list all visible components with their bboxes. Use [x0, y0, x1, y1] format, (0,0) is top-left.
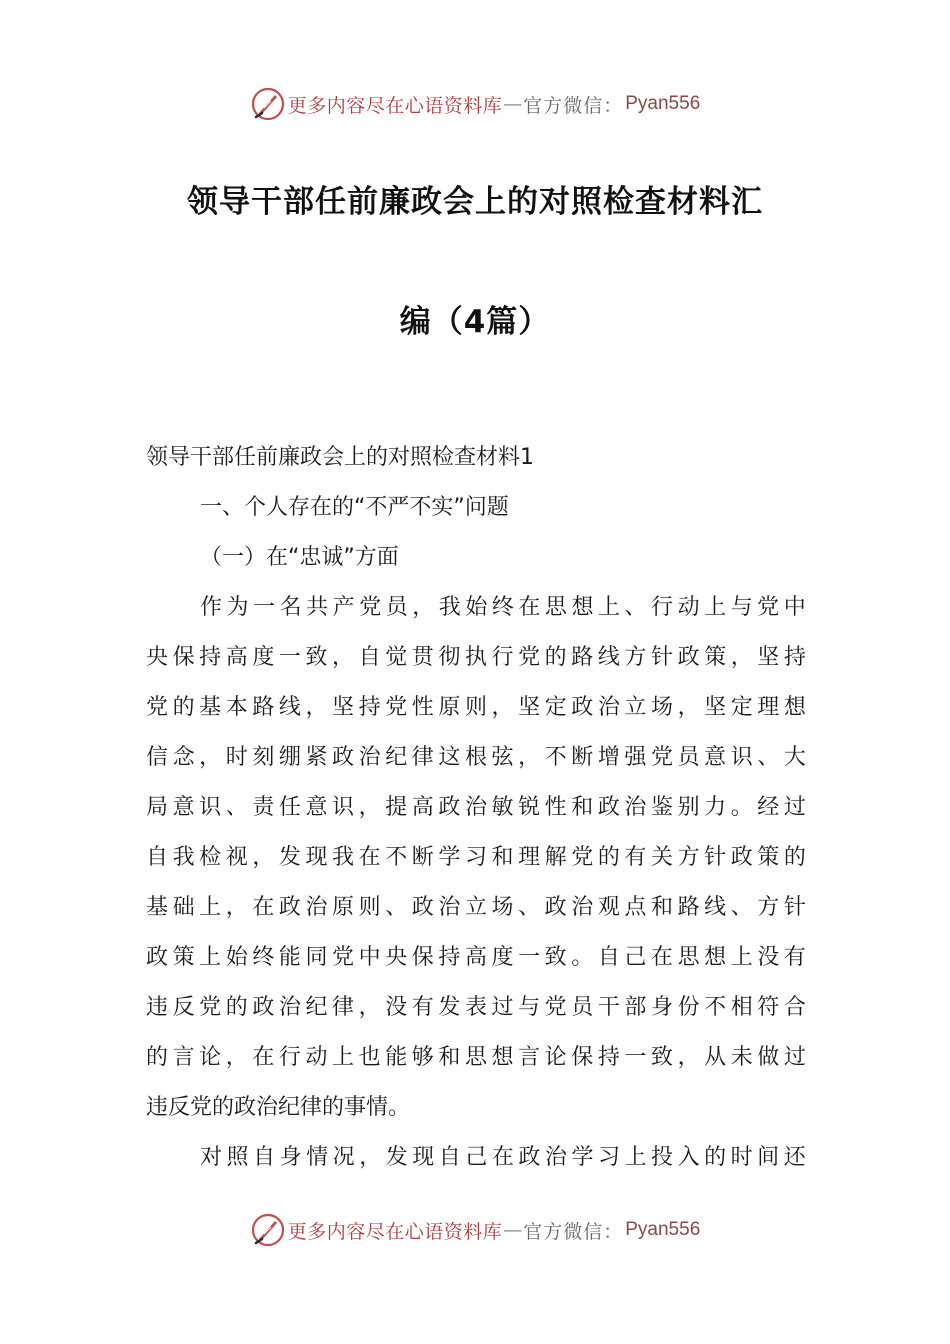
paragraph-line: 基 础 上 ， 在 政 治 原 则 、 政 治 立 场 、 政 治 观 点 和 路 线 、 方 针	[146, 895, 806, 920]
section-title: 领导干部任前廉政会上的对照检查材料1	[146, 445, 534, 470]
paragraph-line: 央 保 持 高 度 一 致 ， 自 觉 贯 彻 执 行 党 的 路 线 方 针 政 策 ， 坚 持	[146, 645, 806, 670]
paragraph-line: 对 照 自 身 情 况 ， 发 现 自 己 在 政 治 学 习 上 投 入 的 时 间 还	[200, 1145, 806, 1170]
document-title-line-1: 领导干部任前廉政会上的对照检查材料汇	[187, 184, 763, 220]
paragraph-line: 违反党的政治纪律的事情。	[146, 1095, 411, 1120]
banner-wechat-id: Pyan556	[625, 93, 701, 114]
banner-separator: —	[503, 93, 523, 115]
banner-promo-text: 更多内容尽在心语资料库	[287, 1220, 503, 1243]
banner-wechat-id: Pyan556	[625, 1219, 701, 1240]
subheading-1: （一）在“忠诚”方面	[200, 545, 399, 570]
paragraph-line: 党 的 基 本 路 线 ， 坚 持 党 性 原 则 ， 坚 定 政 治 立 场 ， 坚 定 理 想	[146, 695, 806, 720]
quill-logo-icon	[250, 86, 286, 122]
paragraph-line: 作 为 一 名 共 产 党 员 ， 我 始 终 在 思 想 上 、 行 动 上 与 党 中	[200, 595, 806, 620]
paragraph-line: 局 意 识 、 责 任 意 识 ， 提 高 政 治 敏 锐 性 和 政 治 鉴 别 力 。 经 过	[146, 795, 806, 820]
paragraph-line: 信 念 ， 时 刻 绷 紧 政 治 纪 律 这 根 弦 ， 不 断 增 强 党 员 意 识 、 大	[146, 745, 806, 770]
quill-logo-icon	[250, 1212, 286, 1248]
paragraph-line: 违 反 党 的 政 治 纪 律 ， 没 有 发 表 过 与 党 员 干 部 身 份 不 相 符 合	[146, 995, 806, 1020]
paragraph-line: 自 我 检 视 ， 发 现 我 在 不 断 学 习 和 理 解 党 的 有 关 方 针 政 策 的	[146, 845, 806, 870]
banner-separator: —	[503, 1219, 523, 1241]
heading-1: 一、个人存在的“不严不实”问题	[200, 495, 509, 520]
document-title-line-2: 编（4篇）	[399, 304, 551, 340]
header-banner	[0, 84, 950, 124]
paragraph-line: 政 策 上 始 终 能 同 党 中 央 保 持 高 度 一 致 。 自 己 在 思 想 上 没 有	[146, 945, 806, 970]
banner-wechat-label: 官方微信：	[523, 94, 624, 117]
footer-banner	[0, 1210, 950, 1250]
banner-promo-text: 更多内容尽在心语资料库	[287, 94, 503, 117]
paragraph-line: 的 言 论 ， 在 行 动 上 也 能 够 和 思 想 言 论 保 持 一 致 ， 从 未 做 过	[146, 1045, 806, 1070]
banner-wechat-label: 官方微信：	[523, 1220, 624, 1243]
